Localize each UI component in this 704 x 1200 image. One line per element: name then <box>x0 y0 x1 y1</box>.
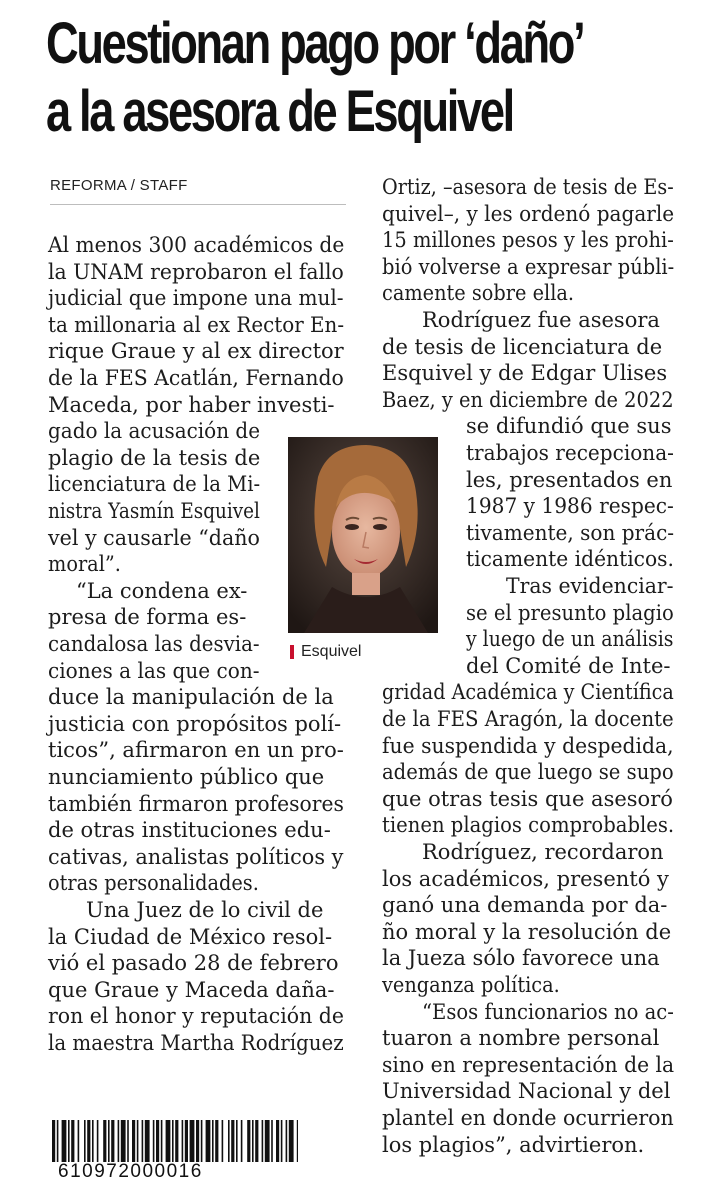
column-1-line: plagio de la tesis de <box>48 445 261 470</box>
column-1-line: gado la acusación de <box>48 419 261 444</box>
barcode-bar <box>78 1120 80 1162</box>
column-2-line: Rodríguez, recordaron <box>422 840 664 864</box>
column-1-line: la maestra Martha Rodríguez <box>48 1031 344 1055</box>
column-2-line: y luego de un análisis <box>466 627 674 652</box>
column-1-line: Una Juez de lo civil de <box>86 898 324 922</box>
barcode-bar <box>92 1120 94 1162</box>
barcode-bar <box>156 1120 159 1162</box>
barcode-bar <box>185 1120 188 1162</box>
column-2-line: Tras evidenciar- <box>506 574 674 598</box>
column-2-line: ño moral y la resolución de <box>382 919 672 944</box>
column-2-line: del Comité de Inte- <box>466 653 671 678</box>
column-2-line: la Jueza sólo favorece una <box>382 946 660 971</box>
portrait-image <box>288 437 438 633</box>
barcode-bar <box>215 1120 218 1162</box>
byline-divider <box>50 204 346 205</box>
column-2-line: que otras tesis que asesoró <box>382 786 673 811</box>
column-1-line: judicial que impone una mul- <box>48 286 344 311</box>
barcode-bar <box>182 1120 184 1162</box>
column-2-line: plantel en donde ocurrieron <box>382 1106 674 1130</box>
column-1-line: candalosa las desvia- <box>48 632 260 656</box>
column-2-line: gridad Académica y Científica <box>382 680 674 705</box>
barcode-bar <box>103 1120 106 1162</box>
barcode-bar <box>201 1120 203 1162</box>
barcode-image <box>52 1120 298 1162</box>
column-1-line: vió el pasado 28 de febrero <box>48 951 339 976</box>
barcode-bar <box>142 1120 144 1162</box>
column-1-line: Maceda, por haber investi- <box>48 392 335 417</box>
barcode-bar <box>231 1120 234 1162</box>
column-2-line: ticamente idénticos. <box>466 547 674 572</box>
column-1-line: de otras instituciones edu- <box>48 818 331 843</box>
column-2-line: venganza política. <box>382 973 560 997</box>
barcode-bar <box>108 1120 110 1162</box>
column-2-line: Ortiz, –asesora de tesis de Es- <box>382 175 674 199</box>
barcode-bar <box>68 1120 70 1162</box>
column-1-line: también firmaron profesores <box>48 791 344 816</box>
barcode-bar <box>297 1120 298 1162</box>
caption-text: Esquivel <box>301 643 362 660</box>
column-2-line: tivamente, son prác- <box>466 520 675 545</box>
barcode-bar <box>236 1120 238 1162</box>
column-1-line: presa de forma es- <box>48 605 247 630</box>
barcode-bar <box>175 1120 178 1162</box>
column-1-line: moral”. <box>48 552 121 577</box>
column-2-line: además de que luego se supo <box>382 760 674 785</box>
column-2-line: 1987 y 1986 respec- <box>466 494 674 519</box>
barcode-bar <box>137 1120 139 1162</box>
barcode-bar <box>281 1120 283 1162</box>
column-1-line: de la FES Acatlán, Fernando <box>48 366 344 390</box>
column-1-line: nunciamiento público que <box>48 765 325 789</box>
column-1-line: ciones a las que con- <box>48 658 260 683</box>
column-1-line: ticos”, afirmaron en un pro- <box>48 738 344 763</box>
column-2-line: de la FES Aragón, la docente <box>382 707 674 731</box>
column-2-line: de tesis de licenciatura de <box>382 334 663 359</box>
column-1-line: cativas, analistas políticos y <box>48 844 344 869</box>
barcode-bar <box>118 1120 120 1162</box>
column-2-line: tuaron a nombre personal <box>382 1026 660 1051</box>
column-2-line: Esquivel y de Edgar Ulises <box>382 361 668 386</box>
barcode-bar <box>265 1120 270 1162</box>
barcode-bar <box>87 1120 90 1162</box>
column-2-line: Universidad Nacional y del <box>382 1079 671 1104</box>
barcode-bar <box>161 1120 163 1162</box>
barcode-bar <box>145 1120 150 1162</box>
column-2-line: Rodríguez fue asesora <box>422 308 660 332</box>
column-1-line: otras personalidades. <box>48 871 259 896</box>
column-2-line: los plagios”, advirtieron. <box>382 1132 645 1157</box>
barcode-bar <box>172 1120 174 1162</box>
column-2-line: sino en representación de la <box>382 1052 675 1077</box>
barcode-bar <box>71 1120 74 1162</box>
headline-line-2: a la asesora de Esquivel <box>46 79 513 144</box>
barcode-bar <box>289 1120 294 1162</box>
barcode-bar <box>241 1120 243 1162</box>
barcode-bar <box>206 1120 211 1162</box>
photo-caption <box>290 643 361 661</box>
barcode-bar <box>153 1120 155 1162</box>
barcode-bar <box>222 1120 224 1162</box>
column-1-line: licenciatura de la Mi- <box>48 472 261 497</box>
column-1-line: la Ciudad de México resol- <box>48 924 333 949</box>
barcode-bar <box>62 1120 67 1162</box>
barcode-bar <box>111 1120 114 1162</box>
column-2-line: “Esos funcionarios no ac- <box>422 999 674 1024</box>
barcode-bar <box>247 1120 250 1162</box>
column-2-line: ganó una demanda por da- <box>382 893 668 918</box>
barcode-bar <box>252 1120 254 1162</box>
barcode-bar <box>262 1120 264 1162</box>
column-2-line: les, presentados en <box>466 467 673 492</box>
barcode-bar <box>166 1120 171 1162</box>
barcode-bar <box>97 1120 99 1162</box>
barcode-bar <box>121 1120 126 1162</box>
column-2-line: Baez, y en diciembre de 2022 <box>382 387 674 412</box>
column-2-line: se difundió que sus <box>466 414 672 439</box>
column-1-line: nistra Yasmín Esquivel <box>48 499 260 523</box>
column-1-line: Al menos 300 académicos de <box>48 233 345 257</box>
column-2-line: tienen plagios comprobables. <box>382 813 675 838</box>
barcode-bar <box>57 1120 59 1162</box>
barcode-bar <box>255 1120 258 1162</box>
column-2-line: trabajos recepciona- <box>466 441 674 465</box>
portrait-photo <box>288 437 438 633</box>
column-2-line: quivel–, y les ordenó pagarle <box>382 201 675 226</box>
byline: REFORMA / STAFF <box>50 177 188 194</box>
barcode-bar <box>276 1120 279 1162</box>
column-1-line: rique Graue y al ex director <box>48 339 344 364</box>
barcode-bar <box>190 1120 195 1162</box>
barcode-bar <box>132 1120 135 1162</box>
headline-line-1: Cuestionan pago por ‘daño’ <box>46 11 584 76</box>
column-2-line: los académicos, presentó y <box>382 866 669 891</box>
column-1-line: ron el honor y reputación de <box>48 1004 344 1029</box>
barcode-bar <box>196 1120 199 1162</box>
column-2-line: se el presunto plagio <box>466 600 674 625</box>
caption-marker <box>290 645 294 659</box>
barcode-bar <box>127 1120 129 1162</box>
column-2-line: fue suspendida y despedida, <box>382 733 674 758</box>
column-1-line: vel y causarle “daño <box>48 525 260 550</box>
barcode-bar <box>228 1120 230 1162</box>
barcode-bar <box>212 1120 214 1162</box>
barcode-bar <box>84 1120 86 1162</box>
column-2-line: bió volverse a expresar públi- <box>382 254 675 279</box>
barcode-bar <box>286 1120 288 1162</box>
barcode-bar <box>52 1120 55 1162</box>
column-2-line: camente sobre ella. <box>382 281 575 306</box>
column-1-line: “La condena ex- <box>76 578 248 603</box>
column-1-line: justicia con propósitos polí- <box>48 711 342 736</box>
barcode-bar <box>271 1120 273 1162</box>
column-1-line: duce la manipulación de la <box>48 685 334 710</box>
barcode-number: 610972000016 <box>58 1161 203 1182</box>
column-1-line: ta millonaria al ex Rector En- <box>48 312 345 337</box>
column-1-line: la UNAM reprobaron el fallo <box>48 259 344 284</box>
headline <box>46 10 584 146</box>
column-2-line: 15 millones pesos y les prohi- <box>382 228 674 253</box>
column-1-line: que Graue y Maceda daña- <box>48 977 335 1002</box>
